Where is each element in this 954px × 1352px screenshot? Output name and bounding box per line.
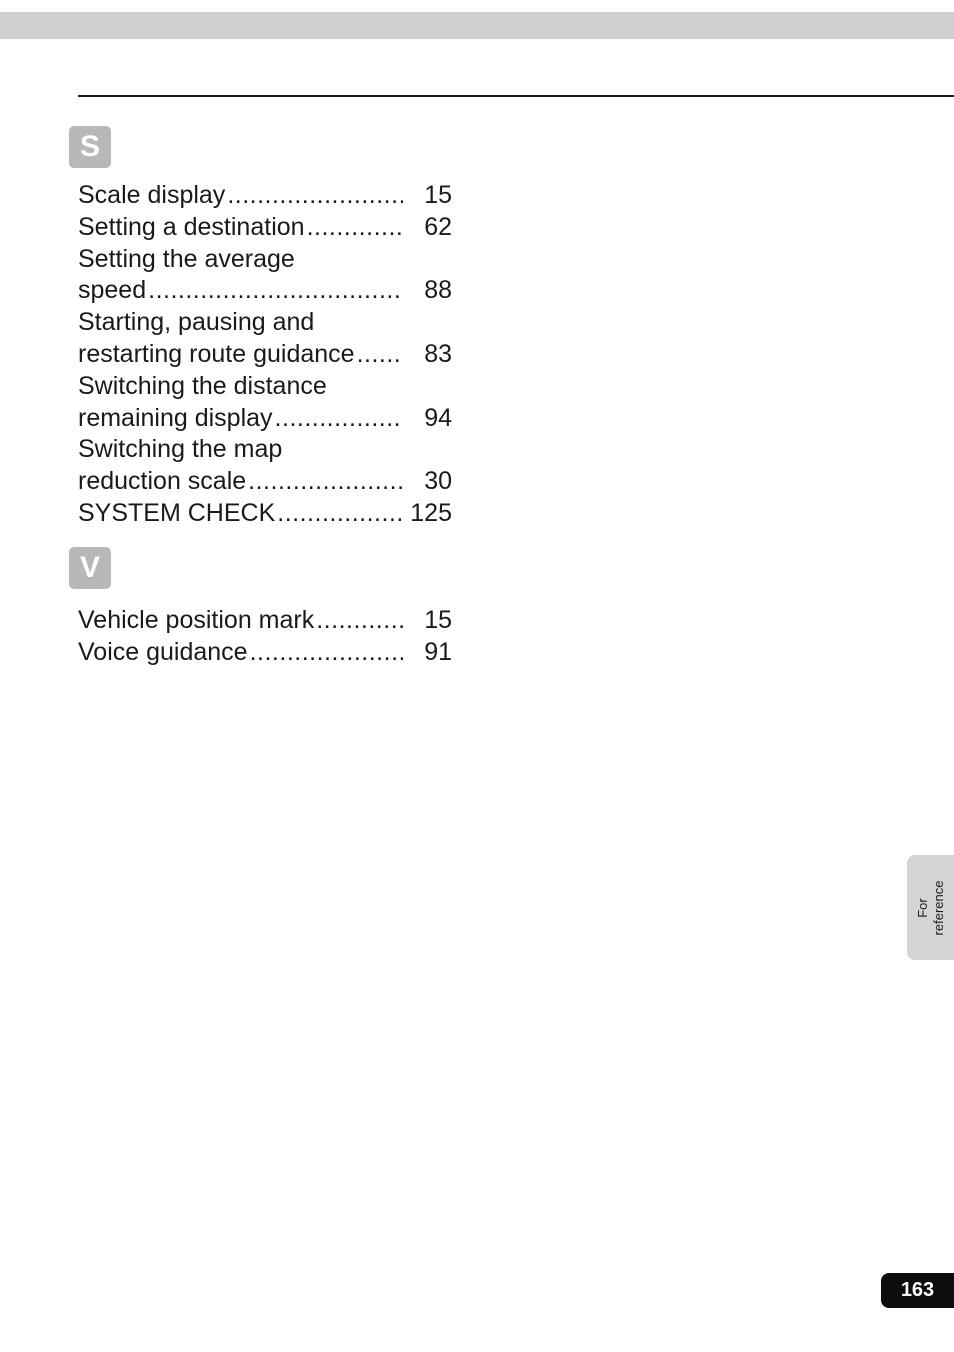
entry-page-number: 15 bbox=[424, 181, 452, 209]
entry-text: Switching the map bbox=[78, 435, 283, 464]
entry-text: speed bbox=[78, 276, 147, 305]
top-band bbox=[0, 12, 954, 39]
entry-text: SYSTEM CHECK bbox=[78, 498, 276, 527]
entry-text: reduction scale bbox=[78, 467, 247, 496]
entry-page-number: 125 bbox=[410, 498, 452, 527]
entry-text: Setting a destination bbox=[78, 212, 305, 241]
entry-text: Scale display bbox=[78, 181, 226, 209]
index-entry bbox=[78, 212, 452, 244]
section-letter-badge-v: V bbox=[69, 547, 111, 589]
entry-page-number: 15 bbox=[424, 606, 452, 634]
page-number: 163 bbox=[881, 1273, 954, 1308]
index-entry bbox=[78, 244, 452, 308]
leader-dots bbox=[250, 637, 403, 669]
entry-text: Setting the average bbox=[78, 244, 295, 273]
index-section-v bbox=[78, 605, 452, 669]
entry-page-number: 94 bbox=[424, 403, 452, 432]
side-tab-label-line2: reference bbox=[930, 880, 946, 935]
leader-dots bbox=[316, 605, 403, 637]
index-entry bbox=[78, 498, 452, 530]
leader-dots bbox=[307, 212, 403, 244]
index-entry bbox=[78, 307, 452, 371]
leader-dots bbox=[148, 275, 403, 307]
leader-dots bbox=[277, 498, 401, 530]
index-entry bbox=[78, 605, 452, 637]
entry-text: remaining display bbox=[78, 403, 273, 432]
leader-dots bbox=[275, 403, 403, 435]
leader-dots bbox=[227, 180, 403, 212]
index-entry bbox=[78, 371, 452, 435]
entry-page-number: 30 bbox=[424, 467, 452, 496]
section-letter-badge-s: S bbox=[69, 126, 111, 168]
entry-text: Vehicle position mark bbox=[78, 606, 315, 634]
entry-page-number: 91 bbox=[424, 637, 452, 666]
index-entry bbox=[78, 434, 452, 498]
index-entry bbox=[78, 637, 452, 669]
leader-dots bbox=[248, 466, 403, 498]
entry-text: Starting, pausing and bbox=[78, 308, 315, 337]
side-tab-label bbox=[915, 880, 947, 935]
entry-text: Voice guidance bbox=[78, 637, 248, 666]
entry-page-number: 83 bbox=[424, 339, 452, 368]
entry-page-number: 62 bbox=[424, 212, 452, 241]
header-rule bbox=[78, 95, 954, 97]
entry-page-number: 88 bbox=[424, 276, 452, 305]
leader-dots bbox=[357, 339, 403, 371]
index-section-s bbox=[78, 180, 452, 530]
side-tab-for-reference[interactable] bbox=[907, 855, 954, 960]
entry-text: restarting route guidance bbox=[78, 339, 355, 368]
side-tab-label-line1: For bbox=[914, 897, 930, 918]
entry-text: Switching the distance bbox=[78, 371, 327, 400]
index-entry bbox=[78, 180, 452, 212]
